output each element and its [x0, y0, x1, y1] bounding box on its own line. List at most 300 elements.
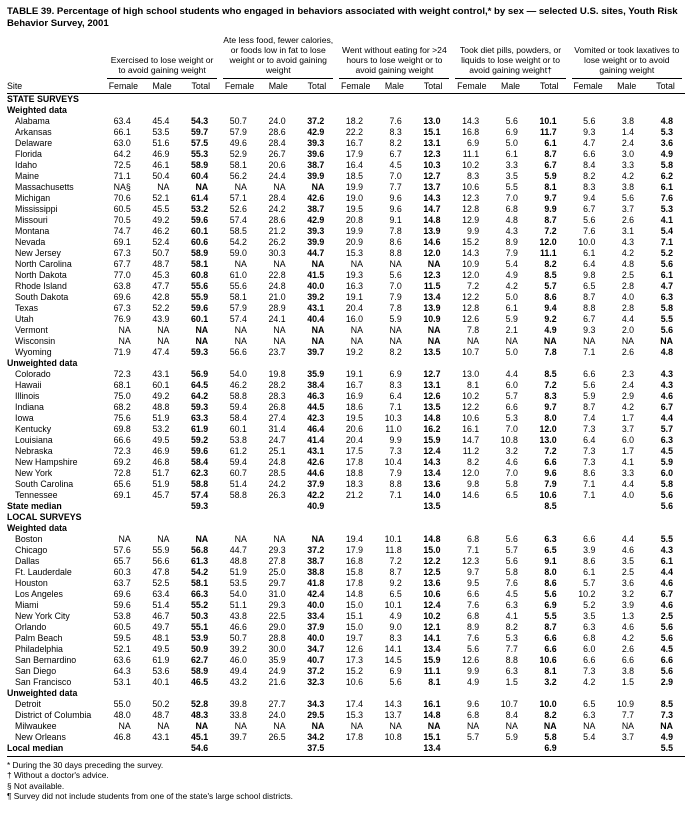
value-cell: 14.3 — [423, 192, 441, 203]
column-subheader-male: Male — [607, 79, 646, 94]
value-cell: 19.5 — [345, 412, 364, 423]
value-cell: 39.6 — [307, 148, 325, 159]
value-cell: 75.6 — [113, 412, 131, 423]
value-cell: 22.2 — [345, 126, 364, 137]
section-label: Weighted data — [7, 522, 67, 533]
value-cell: 5.8 — [660, 478, 673, 489]
value-cell: 3.3 — [505, 159, 518, 170]
value-cell: 28.2 — [268, 379, 286, 390]
value-cell: 6.6 — [621, 654, 635, 665]
value-cell: 5.4 — [505, 258, 518, 269]
value-cell: 43.1 — [307, 302, 325, 313]
value-cell: 60.1 — [191, 313, 209, 324]
table-row — [7, 413, 685, 424]
value-cell: 5.5 — [646, 743, 685, 757]
value-cell: 6.1 — [660, 269, 673, 280]
value-cell: 53.1 — [113, 676, 131, 687]
value-cell: 8.0 — [544, 566, 557, 577]
value-cell: 60.5 — [113, 621, 131, 632]
value-cell: 10.6 — [462, 181, 480, 192]
value-cell: 2.3 — [621, 368, 635, 379]
value-cell: 68.2 — [113, 401, 131, 412]
value-cell: 5.2 — [660, 247, 673, 258]
value-cell: 8.5 — [544, 368, 557, 379]
value-cell: 8.9 — [505, 236, 518, 247]
value-cell: 48.7 — [152, 258, 170, 269]
value-cell: NA — [118, 533, 131, 544]
value-cell: 19.3 — [345, 269, 364, 280]
value-cell: 72.5 — [113, 159, 131, 170]
value-cell: 7.2 — [544, 225, 557, 236]
value-cell: 7.3 — [583, 423, 596, 434]
value-cell: NA — [118, 335, 131, 346]
value-cell: 5.0 — [505, 137, 518, 148]
value-cell: 14.0 — [423, 489, 441, 500]
value-cell: 16.3 — [345, 280, 364, 291]
site-cell: Iowa — [15, 412, 34, 423]
value-cell: 6.5 — [583, 698, 596, 709]
value-cell: 9.3 — [583, 324, 596, 335]
value-cell: 62.7 — [191, 654, 209, 665]
table-row — [7, 567, 685, 578]
section-label: Weighted data — [7, 104, 67, 115]
value-cell: 6.7 — [660, 401, 673, 412]
value-cell: 10.1 — [539, 115, 557, 126]
value-cell: 51.9 — [229, 566, 247, 577]
value-cell: 53.8 — [229, 434, 247, 445]
column-subheader-female: Female — [336, 79, 375, 94]
table-row — [7, 479, 685, 490]
value-cell: 53.2 — [191, 203, 209, 214]
table-row — [7, 578, 685, 589]
value-cell: 7.7 — [505, 643, 518, 654]
value-cell: 35.9 — [268, 654, 286, 665]
value-cell: 7.2 — [466, 280, 480, 291]
value-cell: 54.3 — [191, 115, 209, 126]
value-cell: 32.3 — [307, 676, 325, 687]
site-cell: Delaware — [15, 137, 53, 148]
value-cell: 9.9 — [466, 665, 480, 676]
value-cell: 55.6 — [229, 280, 247, 291]
table-row — [7, 237, 685, 248]
value-cell: 6.6 — [660, 654, 673, 665]
value-cell: 12.5 — [423, 566, 441, 577]
site-cell: Philadelphia — [15, 643, 63, 654]
value-cell: 5.0 — [505, 291, 518, 302]
value-cell: NA — [311, 720, 325, 731]
value-cell: 42.8 — [152, 291, 170, 302]
column-group-label: Took diet pills, powders, or liquids to lose weight or to avoid gaining weight† — [455, 45, 565, 78]
column-group-header-5 — [569, 35, 685, 79]
value-cell: 58.1 — [229, 159, 247, 170]
value-cell: 12.6 — [462, 654, 480, 665]
value-cell: 42.9 — [307, 214, 325, 225]
value-cell: NA — [389, 720, 402, 731]
value-cell: 26.7 — [268, 148, 286, 159]
value-cell: 5.7 — [660, 423, 673, 434]
value-cell: 2.6 — [621, 214, 635, 225]
site-cell: Los Angeles — [15, 588, 63, 599]
value-cell: NA — [157, 181, 170, 192]
value-cell: 7.1 — [389, 401, 402, 412]
value-cell: 59.6 — [113, 599, 131, 610]
value-cell: 7.2 — [389, 555, 402, 566]
value-cell: 34.2 — [307, 731, 325, 742]
value-cell: 10.8 — [384, 731, 402, 742]
value-cell: 7.0 — [505, 423, 518, 434]
value-cell: 5.6 — [505, 115, 518, 126]
value-cell: 7.8 — [466, 324, 480, 335]
value-cell: 5.6 — [389, 676, 402, 687]
site-cell: Hawaii — [15, 379, 42, 390]
table-row — [7, 699, 685, 710]
value-cell: 11.1 — [423, 665, 441, 676]
value-cell: 50.7 — [229, 632, 247, 643]
value-cell: NA — [543, 720, 557, 731]
table-row — [7, 325, 685, 336]
value-cell: 15.3 — [345, 247, 364, 258]
site-cell: San Bernardino — [15, 654, 77, 665]
value-cell: 19.1 — [345, 291, 364, 302]
value-cell: 18.3 — [345, 478, 364, 489]
value-cell: 2.4 — [621, 137, 635, 148]
value-cell: 46.5 — [191, 676, 209, 687]
table-row — [7, 336, 685, 347]
value-cell: 5.6 — [660, 665, 673, 676]
value-cell: 11.0 — [385, 423, 402, 434]
column-subheader-female: Female — [452, 79, 491, 94]
value-cell: 10.0 — [578, 236, 596, 247]
value-cell: 6.2 — [660, 170, 673, 181]
value-cell: 54.2 — [229, 236, 247, 247]
value-cell: 58.1 — [229, 291, 247, 302]
value-cell: 46.0 — [229, 654, 247, 665]
value-cell: 45.5 — [152, 203, 170, 214]
value-cell: 13.6 — [423, 478, 441, 489]
column-subheader-total: Total — [298, 79, 337, 94]
value-cell: 9.6 — [466, 698, 480, 709]
value-cell: 43.1 — [152, 368, 170, 379]
value-cell: 7.3 — [583, 665, 596, 676]
value-cell: NA — [234, 181, 247, 192]
value-cell: 11.1 — [539, 247, 557, 258]
value-cell: 3.1 — [621, 225, 635, 236]
value-cell: 8.4 — [505, 709, 518, 720]
value-cell: 1.5 — [505, 676, 518, 687]
value-cell: 4.9 — [660, 148, 673, 159]
value-cell: 20.8 — [345, 214, 364, 225]
value-cell — [491, 501, 530, 512]
value-cell: 8.2 — [544, 709, 557, 720]
value-cell: 43.9 — [152, 313, 170, 324]
value-cell — [259, 743, 298, 757]
value-cell: 42.9 — [307, 126, 325, 137]
value-cell: 60.1 — [152, 379, 170, 390]
table-row — [7, 314, 685, 325]
value-cell: 40.1 — [152, 676, 170, 687]
value-cell — [569, 501, 608, 512]
value-cell: 48.1 — [152, 632, 170, 643]
value-cell: 3.6 — [621, 577, 635, 588]
value-cell: 41.8 — [307, 577, 325, 588]
table-row — [7, 270, 685, 281]
site-cell: New Jersey — [15, 247, 61, 258]
value-cell: 10.7 — [500, 698, 518, 709]
table-row — [7, 215, 685, 226]
column-group-label: Ate less food, fewer calories, or foods low in fat to lose weight or to avoid gaining weight — [223, 35, 333, 79]
median-row — [7, 743, 685, 757]
value-cell: NA — [195, 335, 209, 346]
value-cell: 5.6 — [544, 588, 557, 599]
value-cell: 6.3 — [583, 709, 596, 720]
value-cell: NA — [157, 335, 170, 346]
value-cell: 8.3 — [466, 170, 480, 181]
value-cell: 11.8 — [385, 544, 402, 555]
value-cell: 49.2 — [152, 390, 170, 401]
site-cell: San Diego — [15, 665, 57, 676]
value-cell: 63.8 — [113, 280, 131, 291]
value-cell: 21.2 — [268, 225, 286, 236]
value-cell: 9.2 — [389, 577, 402, 588]
value-cell: 39.9 — [307, 236, 325, 247]
value-cell: 42.2 — [307, 489, 325, 500]
value-cell: 8.8 — [583, 302, 596, 313]
subheader-row — [7, 79, 685, 94]
value-cell: 13.9 — [423, 225, 441, 236]
value-cell: 5.9 — [583, 390, 596, 401]
value-cell: 11.5 — [423, 280, 441, 291]
value-cell: 8.8 — [389, 478, 402, 489]
value-cell: 6.7 — [660, 588, 673, 599]
column-group-header-3 — [336, 35, 452, 79]
value-cell: 52.4 — [152, 236, 170, 247]
value-cell: 6.7 — [544, 159, 557, 170]
table-row — [7, 424, 685, 435]
value-cell: 7.2 — [544, 445, 557, 456]
value-cell: 12.7 — [423, 170, 441, 181]
value-cell: 9.9 — [389, 434, 402, 445]
table-row — [7, 226, 685, 237]
value-cell: 14.6 — [462, 489, 480, 500]
value-cell: 38.7 — [307, 555, 325, 566]
value-cell: NA — [118, 324, 131, 335]
site-cell: District of Columbia — [15, 709, 92, 720]
value-cell: 13.5 — [423, 500, 441, 511]
value-cell: 12.2 — [462, 291, 480, 302]
group-header-row — [7, 35, 685, 79]
value-cell: 57.4 — [191, 489, 209, 500]
value-cell: 53.5 — [152, 126, 170, 137]
site-cell: Nebraska — [15, 445, 53, 456]
value-cell: NA — [466, 335, 480, 346]
value-cell: 67.3 — [113, 247, 131, 258]
value-cell: 46.2 — [152, 225, 170, 236]
value-cell: NA — [389, 324, 402, 335]
value-cell: NA — [234, 533, 247, 544]
value-cell: 49.6 — [229, 137, 247, 148]
value-cell: 50.9 — [191, 643, 209, 654]
value-cell: 4.4 — [660, 566, 673, 577]
value-cell: 74.7 — [113, 225, 131, 236]
value-cell: 14.7 — [423, 203, 441, 214]
value-cell: 15.1 — [345, 610, 364, 621]
value-cell: 17.5 — [345, 445, 364, 456]
value-cell: 10.6 — [539, 489, 557, 500]
value-cell: 27.7 — [268, 698, 286, 709]
value-cell: 18.6 — [345, 401, 364, 412]
value-cell — [375, 743, 414, 757]
value-cell: 6.6 — [583, 368, 596, 379]
value-cell: 14.3 — [462, 115, 480, 126]
value-cell: 8.1 — [428, 676, 441, 687]
value-cell: 8.3 — [544, 390, 557, 401]
value-cell: 7.8 — [389, 302, 402, 313]
value-cell: 5.7 — [505, 544, 518, 555]
site-cell: New York — [15, 467, 53, 478]
value-cell: 57.6 — [113, 544, 131, 555]
value-cell: 49.5 — [152, 434, 170, 445]
value-cell: 58.9 — [191, 665, 209, 676]
value-cell: 12.3 — [423, 148, 441, 159]
value-cell: 13.9 — [423, 302, 441, 313]
value-cell: 2.1 — [505, 324, 518, 335]
value-cell: 6.8 — [466, 610, 480, 621]
value-cell: 61.9 — [191, 423, 209, 434]
value-cell: 55.6 — [191, 280, 209, 291]
value-cell: 8.7 — [544, 621, 557, 632]
value-cell: 9.6 — [389, 203, 402, 214]
value-cell: 5.9 — [505, 731, 518, 742]
table-row — [7, 435, 685, 446]
value-cell — [607, 501, 646, 512]
table-row — [7, 457, 685, 468]
value-cell: 30.3 — [268, 247, 286, 258]
value-cell: 25.0 — [268, 566, 286, 577]
value-cell: 58.4 — [191, 456, 209, 467]
value-cell: NA — [583, 335, 596, 346]
value-cell: 4.3 — [505, 225, 518, 236]
value-cell: 7.0 — [389, 170, 402, 181]
value-cell: 12.8 — [462, 203, 480, 214]
value-cell — [607, 743, 646, 757]
value-cell: 54.6 — [181, 743, 220, 757]
site-cell: Palm Beach — [15, 632, 63, 643]
value-cell — [491, 743, 530, 757]
value-cell: 15.3 — [345, 709, 364, 720]
value-cell: 26.3 — [268, 489, 286, 500]
value-cell: 51.4 — [229, 478, 247, 489]
value-cell: 38.7 — [307, 203, 325, 214]
value-cell: 48.8 — [229, 555, 247, 566]
value-cell: 16.0 — [345, 313, 364, 324]
value-cell: 14.1 — [423, 632, 441, 643]
value-cell: 8.7 — [583, 401, 596, 412]
value-cell: 24.4 — [268, 170, 286, 181]
value-cell: 12.0 — [462, 467, 480, 478]
value-cell: 71.1 — [113, 170, 131, 181]
table-row — [7, 644, 685, 655]
value-cell: 7.6 — [466, 599, 480, 610]
value-cell: 10.6 — [462, 412, 480, 423]
value-cell: 69.2 — [113, 456, 131, 467]
value-cell: 46.8 — [152, 456, 170, 467]
site-cell: New York City — [15, 610, 70, 621]
value-cell: 5.6 — [660, 632, 673, 643]
value-cell: 40.0 — [307, 632, 325, 643]
value-cell: 7.9 — [389, 291, 402, 302]
value-cell: 6.9 — [389, 368, 402, 379]
site-cell: Florida — [15, 148, 42, 159]
value-cell: 10.9 — [462, 258, 480, 269]
value-cell: 70.6 — [113, 192, 131, 203]
value-cell: 7.6 — [505, 577, 518, 588]
value-cell: 7.7 — [389, 181, 402, 192]
value-cell: 6.3 — [583, 621, 596, 632]
value-cell: 4.8 — [660, 346, 673, 357]
value-cell: 4.4 — [505, 368, 518, 379]
value-cell: 51.6 — [152, 137, 170, 148]
value-cell: 8.3 — [389, 632, 402, 643]
value-cell: 13.7 — [423, 181, 441, 192]
value-cell: 16.9 — [345, 390, 364, 401]
value-cell: 52.6 — [229, 203, 247, 214]
value-cell: 4.2 — [621, 632, 635, 643]
value-cell: 52.1 — [152, 192, 170, 203]
value-cell: 56.9 — [191, 368, 209, 379]
value-cell — [143, 501, 182, 512]
site-cell: South Carolina — [15, 478, 74, 489]
value-cell: 58.8 — [229, 390, 247, 401]
value-cell: 5.6 — [660, 324, 673, 335]
value-cell: 7.1 — [660, 236, 673, 247]
value-cell: 13.5 — [423, 401, 441, 412]
value-cell: 5.7 — [466, 731, 480, 742]
value-cell: NA — [350, 258, 364, 269]
value-cell: 7.1 — [389, 489, 402, 500]
value-cell: 58.8 — [229, 489, 247, 500]
value-cell: 7.1 — [583, 489, 596, 500]
value-cell: 7.4 — [583, 412, 596, 423]
value-cell: 4.6 — [660, 599, 673, 610]
value-cell: NA — [660, 720, 673, 731]
table-row — [7, 369, 685, 380]
value-cell: 66.3 — [191, 588, 209, 599]
site-cell: Utah — [15, 313, 34, 324]
value-cell: 56.6 — [152, 555, 170, 566]
value-cell: 48.3 — [191, 709, 209, 720]
value-cell: 14.8 — [423, 709, 441, 720]
value-cell: 12.3 — [462, 555, 480, 566]
site-cell: Kentucky — [15, 423, 52, 434]
value-cell: 6.8 — [466, 533, 480, 544]
value-cell: 65.6 — [113, 478, 131, 489]
value-cell: NA — [234, 720, 247, 731]
value-cell — [143, 743, 182, 757]
value-cell: 6.7 — [389, 148, 402, 159]
value-cell: 60.1 — [191, 225, 209, 236]
value-cell: 2.9 — [660, 676, 673, 687]
value-cell: NA — [234, 335, 247, 346]
value-cell: 7.6 — [466, 632, 480, 643]
table-row — [7, 303, 685, 314]
value-cell: 7.1 — [466, 544, 480, 555]
value-cell: 8.8 — [505, 654, 518, 665]
table-row — [7, 116, 685, 127]
value-cell: 42.3 — [307, 412, 325, 423]
site-cell: Arkansas — [15, 126, 52, 137]
value-cell: 43.1 — [152, 731, 170, 742]
value-cell: 6.9 — [544, 599, 557, 610]
